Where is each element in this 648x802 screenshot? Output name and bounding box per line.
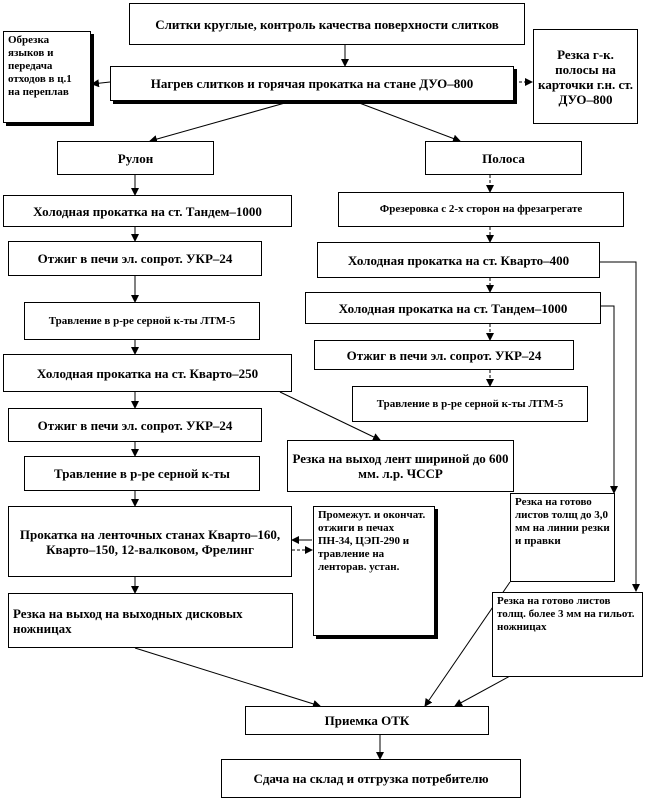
arrow-heat-to-trim — [92, 82, 110, 84]
node-acceptance: Приемка ОТК — [245, 706, 489, 735]
node-left-5: Отжиг в печи эл. сопрот. УКР–24 — [8, 408, 262, 442]
node-left-3: Травление в р-ре серной к-ты ЛТМ-5 — [24, 302, 260, 340]
node-left-2: Отжиг в печи эл. сопрот. УКР–24 — [8, 241, 262, 276]
arrow-cut-thick-to-acceptance — [455, 676, 510, 706]
node-right-4: Отжиг в печи эл. сопрот. УКР–24 — [314, 340, 574, 370]
node-shipment: Сдача на склад и отгрузка потребителю — [221, 759, 521, 798]
node-ingots: Слитки круглые, контроль качества поверхности слитков — [129, 3, 525, 45]
arrow-heat-to-strip — [354, 101, 460, 141]
node-left-4: Холодная прокатка на ст. Кварто–250 — [3, 354, 292, 392]
arrow-heat-to-coil — [150, 101, 292, 141]
node-strip: Полоса — [425, 141, 582, 175]
arrow-right3-to-cut-thin — [601, 306, 614, 493]
node-left-8: Резка на выход на выходных дисковых ножницах — [8, 593, 293, 648]
arrow-left8-to-acceptance — [135, 648, 320, 706]
node-right-3: Холодная прокатка на ст. Тандем–1000 — [305, 292, 601, 324]
node-left-6: Травление в р-ре серной к-ты — [24, 456, 260, 491]
node-intermediate: Промежут. и окончат. отжиги в печах ПН-34, ЦЭП-290 и травление на ленторав. устан. — [313, 506, 435, 636]
node-right-2: Холодная прокатка на ст. Кварто–400 — [317, 242, 600, 278]
node-left-1: Холодная прокатка на ст. Тандем–1000 — [3, 195, 292, 227]
node-left-7: Прокатка на ленточных станах Кварто–160, Кварто–150, 12-валковом, Фрелинг — [8, 506, 292, 577]
node-right-1: Фрезеровка с 2-х сторон на фрезагрегате — [338, 192, 624, 227]
node-right-5: Травление в р-ре серной к-ты ЛТМ-5 — [352, 386, 588, 422]
node-trim: Обрезка языков и передача отходов в ц.1 на переплав — [3, 31, 91, 123]
node-cut-sheet-thick: Резка на готово листов толщ. более 3 мм на гильот. ножницах — [492, 592, 643, 677]
node-heat: Нагрев слитков и горячая прокатка на стане ДУО–800 — [110, 66, 514, 101]
node-coil: Рулон — [57, 141, 214, 175]
node-cut-ribbon: Резка на выход лент шириной до 600 мм. л.р. ЧССР — [287, 440, 514, 492]
node-cut-hot: Резка г-к. полосы на карточки г.н. ст. ДУО–800 — [533, 29, 638, 124]
node-cut-sheet-thin: Резка на готово листов толщ до 3,0 мм на линии резки и правки — [510, 493, 615, 582]
